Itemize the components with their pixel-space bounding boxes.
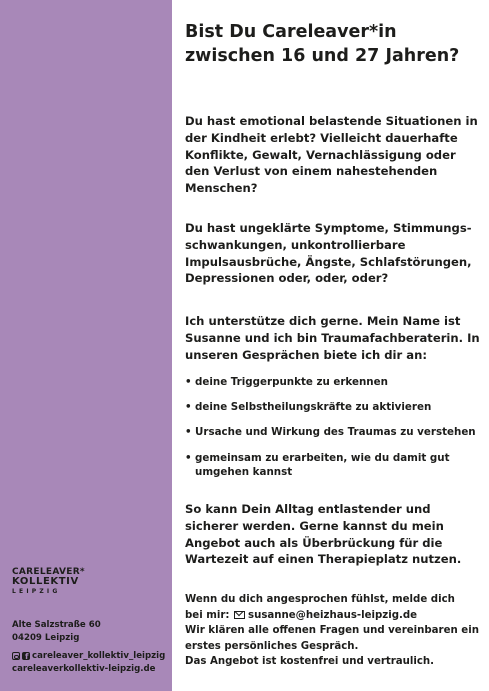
logo-line-3: LEIPZIG	[12, 587, 61, 595]
email-link[interactable]: susanne@heizhaus-leipzig.de	[248, 609, 418, 621]
address-city: 04209 Leipzig	[12, 632, 80, 643]
contact-line-3: Wir klären alle offenen Fragen und vereinbaren ein erstes persönliches Gespräch.	[185, 625, 479, 652]
main-content	[185, 20, 481, 668]
sidebar	[0, 0, 172, 691]
page-title	[185, 20, 481, 68]
address	[12, 619, 101, 644]
social-links	[12, 650, 165, 675]
website-link[interactable]: careleaverkollektiv-leipzig.de	[12, 663, 156, 674]
social-handle[interactable]: careleaver_kollektiv_leipzig	[32, 651, 166, 661]
paragraph-experiences: Du hast emotional belastende Situationen in der Kindheit erlebt? Vielleicht dauerhafte Konflikte, Gewalt, Vernachlässigung oder den Verlust von einem nahestehenden Menschen?	[185, 114, 478, 196]
title-line-1: Bist Du Careleaver*in	[185, 22, 397, 42]
paragraph-symptoms: Du hast ungeklärte Symptome, Stimmungsschwankungen, unkontrollierbare Impulsausbrüche, Ängste, Schlafstörungen, Depressionen oder, oder, oder?	[185, 221, 472, 286]
address-street: Alte Salzstraße 60	[12, 620, 101, 630]
title-line-2: zwischen 16 und 27 Jahren?	[185, 46, 460, 66]
list-item: • deine Selbstheilungskräfte zu aktivieren	[185, 400, 431, 414]
list-item: • Ursache und Wirkung des Traumas zu verstehen	[185, 425, 476, 439]
logo-line-1: CARELEAVER*	[12, 567, 85, 577]
mail-icon	[234, 611, 245, 619]
contact-label: bei mir:	[185, 609, 230, 621]
list-item: • deine Triggerpunkte zu erkennen	[185, 375, 388, 389]
contact-line-1: Wenn du dich angesprochen fühlst, melde dich	[185, 594, 455, 605]
paragraph-introduction: Ich unterstütze dich gerne. Mein Name ist Susanne und ich bin Traumafachberaterin. In unseren Gesprächen biete ich dir an:	[185, 314, 480, 362]
contact-line-2	[185, 608, 485, 624]
contact-block	[185, 592, 485, 670]
instagram-icon[interactable]	[12, 652, 20, 660]
contact-line-4: Das Angebot ist kostenfrei und vertraulich.	[185, 656, 435, 668]
facebook-icon[interactable]	[22, 652, 30, 660]
logo-line-2: KOLLEKTIV	[12, 576, 79, 588]
logo	[12, 568, 85, 595]
paragraph-benefit: So kann Dein Alltag entlastender und sicherer werden. Gerne kannst du mein Angebot auch als Überbrückung für die Wartezeit auf einen Therapieplatz nutzen.	[185, 502, 462, 567]
list-item: • gemeinsam zu erarbeiten, wie du damit gut umgehen kannst	[185, 451, 465, 479]
